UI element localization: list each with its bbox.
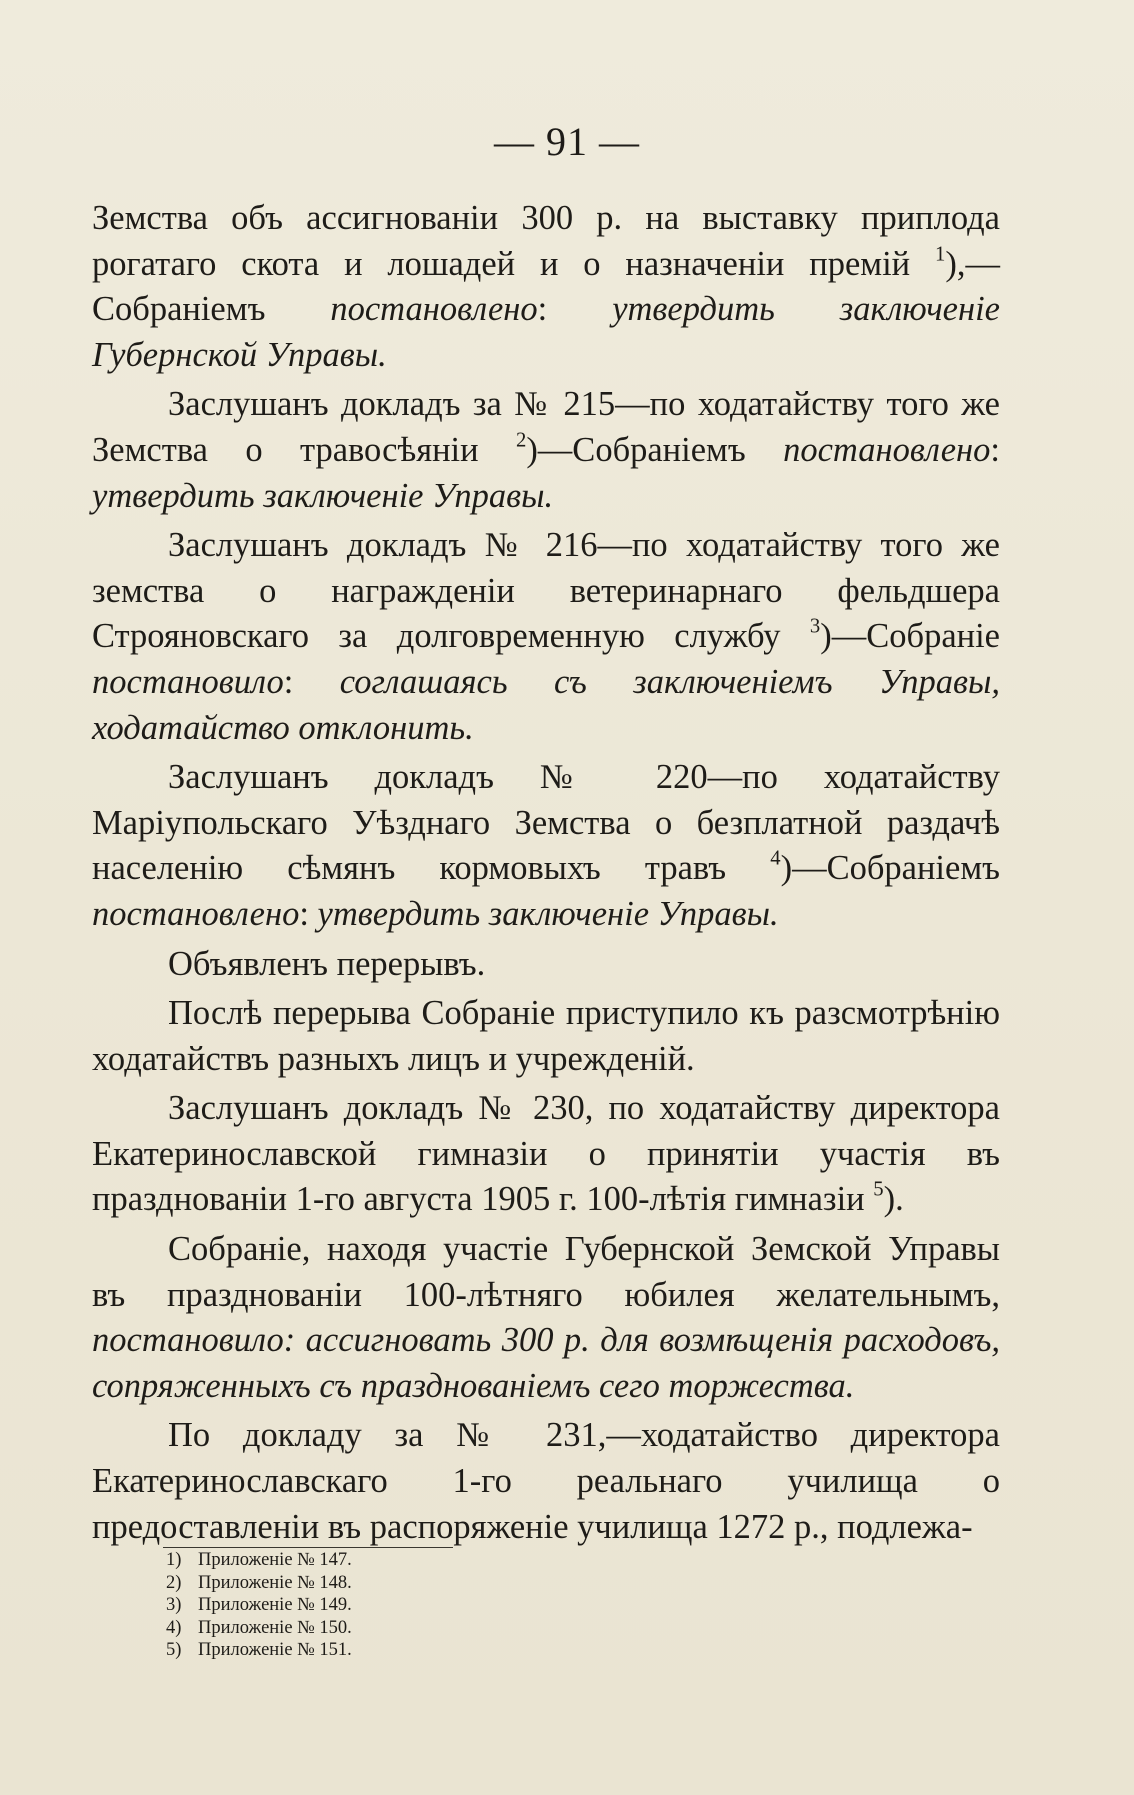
italic-text: постановлено	[92, 894, 300, 933]
italic-text: постановлено	[330, 290, 538, 329]
footnote-number: 5)	[166, 1640, 182, 1661]
footnote-number: 2)	[166, 1572, 182, 1593]
footnote-number: 3)	[166, 1595, 182, 1616]
text-segment: Заслушанъ докладъ № 220—по ходатайству Маріупольскаго Уѣзднаго Земства о безплатной раздачѣ населенію сѣмянъ кормовыхъ травъ	[92, 758, 1000, 888]
paragraph	[92, 755, 1000, 937]
footnote-text: Приложеніе № 151.	[198, 1640, 352, 1661]
paragraph	[92, 523, 1000, 751]
text-segment: )—Собраніемъ	[526, 430, 784, 469]
footnote	[166, 1617, 666, 1640]
footnote-text: Приложеніе № 149.	[198, 1595, 352, 1616]
footnote	[166, 1572, 666, 1595]
italic-text: постановило	[92, 662, 284, 701]
footnote-divider	[163, 1547, 453, 1548]
text-segment: Заслушанъ докладъ № 230, по ходатайству директора Екатеринославской гимназіи о принятіи участія въ празднованіи 1-го августа 1905 г. 100-лѣтія гимназіи	[92, 1089, 1000, 1219]
footnote	[166, 1549, 666, 1572]
italic-text: соглашаясь съ заключеніемъ Управы, ходатайство отклонить.	[92, 662, 1000, 747]
text-segment: :	[283, 662, 340, 701]
footnote-text: Приложеніе № 147.	[198, 1550, 352, 1570]
paragraph	[92, 1086, 1000, 1223]
paragraph	[92, 942, 1000, 988]
footnotes	[166, 1549, 666, 1662]
italic-text: постановило: ассигновать 300 р. для возмѣщенія расходовъ, сопряженныхъ съ празднованіемъ сего торжества.	[92, 1321, 1000, 1405]
footnote-marker: 5	[873, 1178, 884, 1201]
text-segment: Заслушанъ докладъ № 216—по ходатайству того же земства о награжденіи ветеринарнаго фельдшера Строяновскаго за долговременную службу	[92, 526, 1000, 656]
footnote-number: 4)	[166, 1617, 182, 1638]
text-segment: )—Собраніе	[820, 617, 1000, 656]
paragraph	[92, 382, 1000, 519]
body-text	[92, 196, 1000, 1550]
text-segment: :	[299, 894, 318, 933]
paragraph	[92, 196, 1000, 378]
footnote-marker: 2	[515, 429, 527, 452]
footnote-text: Приложеніе № 150.	[198, 1617, 352, 1638]
text-segment: Послѣ перерыва Собраніе приступило къ разсмотрѣнію ходатайствъ разныхъ лицъ и учрежденій.	[92, 994, 1000, 1078]
footnote-marker: 3	[809, 615, 821, 638]
paragraph	[92, 1227, 1000, 1409]
text-segment: Собраніе, находя участіе Губернской Земской Управы въ празднованіи 100-лѣтняго юбилея желательнымъ,	[92, 1230, 1000, 1314]
text-segment: По докладу за № 231,—ходатайство директора Екатеринославскаго 1-го реальнаго училища о предоставленіи въ распоряженіе училища 1272 р., подлежа-	[92, 1416, 1000, 1546]
italic-text: утвердить заключеніе Управы.	[317, 894, 779, 933]
italic-text: утвердить заключеніе Управы.	[92, 476, 554, 515]
paragraph	[92, 991, 1000, 1082]
text-segment: ),— Собраніемъ	[92, 244, 1000, 329]
footnote-marker: 1	[935, 243, 946, 266]
footnote-number: 1)	[166, 1550, 182, 1570]
text-segment: ).	[883, 1180, 904, 1219]
footnote-marker: 4	[770, 847, 781, 870]
text-segment: :	[990, 430, 1000, 469]
text-segment: Земства объ ассигнованіи 300 р. на выставку приплода рогатаго скота и лошадей и о назначеніи премій	[92, 199, 1000, 283]
text-segment: )—Собраніемъ	[780, 849, 1000, 888]
paragraph	[92, 1413, 1000, 1550]
italic-text: утвердить заключеніе Губернской Управы.	[92, 290, 1000, 374]
footnote-text: Приложеніе № 148.	[198, 1572, 352, 1593]
page-number: — 91 —	[494, 119, 640, 164]
footnote	[166, 1594, 666, 1617]
footnote	[166, 1639, 666, 1662]
italic-text: постановлено	[783, 430, 991, 469]
text-segment: :	[537, 290, 613, 329]
text-segment: Объявленъ перерывъ.	[168, 944, 486, 983]
text-segment: Заслушанъ докладъ за № 215—по ходатайству того же Земства о травосѣяніи	[92, 385, 1000, 469]
